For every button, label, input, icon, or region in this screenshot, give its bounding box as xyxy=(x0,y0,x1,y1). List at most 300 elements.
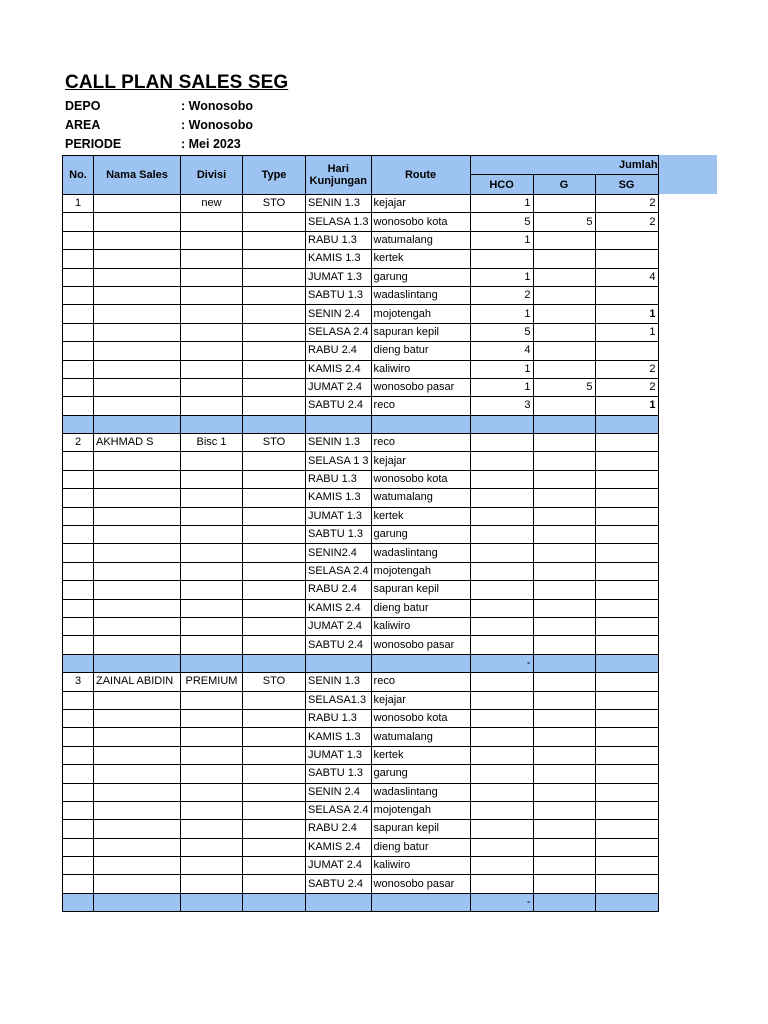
cell-g[interactable] xyxy=(533,562,595,580)
cell-hco[interactable]: 1 xyxy=(470,305,533,323)
cell-no[interactable] xyxy=(63,617,94,635)
cell-subtotal-hco[interactable] xyxy=(470,415,533,433)
cell-divisi[interactable] xyxy=(181,820,243,838)
cell-divisi[interactable] xyxy=(181,801,243,819)
cell-separator[interactable] xyxy=(595,415,658,433)
cell-no[interactable] xyxy=(63,691,94,709)
cell-type[interactable] xyxy=(243,360,306,378)
cell-no[interactable] xyxy=(63,765,94,783)
cell-hco[interactable] xyxy=(470,250,533,268)
cell-g[interactable]: 5 xyxy=(533,378,595,396)
cell-route[interactable]: kejajar xyxy=(371,691,470,709)
cell-nama-sales[interactable] xyxy=(94,213,181,231)
cell-sg[interactable] xyxy=(595,434,658,452)
cell-divisi[interactable] xyxy=(181,397,243,415)
cell-g[interactable] xyxy=(533,765,595,783)
cell-divisi[interactable] xyxy=(181,581,243,599)
cell-route[interactable]: kaliwiro xyxy=(371,857,470,875)
cell-hari-kunjungan[interactable]: RABU 2.4 xyxy=(306,342,372,360)
cell-separator[interactable] xyxy=(533,893,595,911)
cell-hari-kunjungan[interactable]: SENIN2.4 xyxy=(306,544,372,562)
cell-route[interactable]: mojotengah xyxy=(371,305,470,323)
cell-sg[interactable] xyxy=(595,838,658,856)
cell-sg[interactable] xyxy=(595,783,658,801)
cell-type[interactable] xyxy=(243,452,306,470)
cell-separator[interactable] xyxy=(63,654,94,672)
cell-type[interactable]: STO xyxy=(243,673,306,691)
cell-nama-sales[interactable] xyxy=(94,765,181,783)
cell-no[interactable] xyxy=(63,231,94,249)
cell-subtotal-hco[interactable]: - xyxy=(470,654,533,672)
cell-hari-kunjungan[interactable]: RABU 2.4 xyxy=(306,581,372,599)
cell-g[interactable] xyxy=(533,728,595,746)
cell-sg[interactable] xyxy=(595,636,658,654)
cell-sg[interactable]: 2 xyxy=(595,378,658,396)
cell-g[interactable] xyxy=(533,783,595,801)
cell-nama-sales[interactable] xyxy=(94,746,181,764)
cell-route[interactable]: wadaslintang xyxy=(371,286,470,304)
cell-sg[interactable]: 2 xyxy=(595,360,658,378)
cell-g[interactable] xyxy=(533,286,595,304)
cell-g[interactable] xyxy=(533,323,595,341)
cell-separator[interactable] xyxy=(533,415,595,433)
cell-hco[interactable]: 1 xyxy=(470,360,533,378)
cell-hco[interactable]: 3 xyxy=(470,397,533,415)
cell-divisi[interactable] xyxy=(181,231,243,249)
cell-hco[interactable]: 4 xyxy=(470,342,533,360)
cell-nama-sales[interactable] xyxy=(94,636,181,654)
cell-no[interactable] xyxy=(63,489,94,507)
cell-nama-sales[interactable] xyxy=(94,323,181,341)
cell-hari-kunjungan[interactable]: SABTU 1.3 xyxy=(306,765,372,783)
cell-divisi[interactable] xyxy=(181,286,243,304)
cell-sg[interactable] xyxy=(595,875,658,893)
cell-sg[interactable] xyxy=(595,857,658,875)
cell-no[interactable] xyxy=(63,746,94,764)
cell-g[interactable] xyxy=(533,544,595,562)
cell-no[interactable] xyxy=(63,820,94,838)
cell-hari-kunjungan[interactable]: SELASA 2.4 xyxy=(306,562,372,580)
cell-divisi[interactable]: PREMIUM xyxy=(181,673,243,691)
cell-divisi[interactable] xyxy=(181,691,243,709)
cell-no[interactable] xyxy=(63,323,94,341)
cell-hari-kunjungan[interactable]: SABTU 2.4 xyxy=(306,875,372,893)
cell-hco[interactable] xyxy=(470,599,533,617)
cell-no[interactable] xyxy=(63,305,94,323)
cell-hari-kunjungan[interactable]: SELASA 1.3 xyxy=(306,213,372,231)
cell-no[interactable]: 1 xyxy=(63,195,94,213)
cell-route[interactable]: wadaslintang xyxy=(371,544,470,562)
cell-hari-kunjungan[interactable]: SABTU 2.4 xyxy=(306,397,372,415)
cell-g[interactable] xyxy=(533,746,595,764)
cell-hari-kunjungan[interactable]: SABTU 2.4 xyxy=(306,636,372,654)
cell-g[interactable] xyxy=(533,857,595,875)
cell-sg[interactable] xyxy=(595,728,658,746)
cell-hari-kunjungan[interactable]: SELASA 1 3 xyxy=(306,452,372,470)
cell-hari-kunjungan[interactable]: JUMAT 2.4 xyxy=(306,378,372,396)
cell-sg[interactable] xyxy=(595,599,658,617)
cell-type[interactable] xyxy=(243,397,306,415)
cell-hco[interactable] xyxy=(470,636,533,654)
cell-no[interactable] xyxy=(63,250,94,268)
cell-divisi[interactable] xyxy=(181,250,243,268)
cell-sg[interactable]: 1 xyxy=(595,397,658,415)
cell-hco[interactable] xyxy=(470,544,533,562)
cell-g[interactable] xyxy=(533,195,595,213)
cell-route[interactable]: wonosobo kota xyxy=(371,470,470,488)
cell-nama-sales[interactable] xyxy=(94,820,181,838)
cell-type[interactable] xyxy=(243,728,306,746)
cell-route[interactable]: reco xyxy=(371,673,470,691)
cell-hari-kunjungan[interactable]: SENIN 2.4 xyxy=(306,783,372,801)
cell-g[interactable] xyxy=(533,452,595,470)
cell-hco[interactable] xyxy=(470,783,533,801)
cell-type[interactable] xyxy=(243,636,306,654)
cell-hari-kunjungan[interactable]: JUMAT 1.3 xyxy=(306,746,372,764)
cell-hco[interactable]: 5 xyxy=(470,213,533,231)
cell-route[interactable]: kejajar xyxy=(371,452,470,470)
cell-divisi[interactable] xyxy=(181,378,243,396)
cell-hari-kunjungan[interactable]: SENIN 1.3 xyxy=(306,434,372,452)
cell-type[interactable] xyxy=(243,489,306,507)
cell-sg[interactable] xyxy=(595,342,658,360)
cell-route[interactable]: wonosobo kota xyxy=(371,213,470,231)
cell-type[interactable] xyxy=(243,378,306,396)
cell-type[interactable] xyxy=(243,820,306,838)
col-header-route[interactable]: Route xyxy=(371,156,470,195)
cell-no[interactable] xyxy=(63,801,94,819)
cell-g[interactable] xyxy=(533,581,595,599)
cell-hco[interactable]: 1 xyxy=(470,268,533,286)
cell-route[interactable]: dieng batur xyxy=(371,342,470,360)
cell-sg[interactable] xyxy=(595,507,658,525)
cell-hco[interactable] xyxy=(470,691,533,709)
cell-type[interactable] xyxy=(243,857,306,875)
cell-separator[interactable] xyxy=(94,893,181,911)
cell-no[interactable] xyxy=(63,875,94,893)
cell-separator[interactable] xyxy=(94,415,181,433)
cell-divisi[interactable] xyxy=(181,783,243,801)
cell-nama-sales[interactable] xyxy=(94,728,181,746)
cell-type[interactable] xyxy=(243,213,306,231)
cell-route[interactable]: kertek xyxy=(371,250,470,268)
cell-g[interactable] xyxy=(533,360,595,378)
cell-no[interactable] xyxy=(63,636,94,654)
cell-divisi[interactable] xyxy=(181,268,243,286)
cell-hari-kunjungan[interactable]: SENIN 1.3 xyxy=(306,195,372,213)
cell-separator[interactable] xyxy=(306,893,372,911)
cell-separator[interactable] xyxy=(371,654,470,672)
cell-sg[interactable]: 2 xyxy=(595,195,658,213)
cell-route[interactable]: sapuran kepil xyxy=(371,581,470,599)
cell-hari-kunjungan[interactable]: KAMIS 1.3 xyxy=(306,250,372,268)
cell-hco[interactable] xyxy=(470,765,533,783)
cell-type[interactable] xyxy=(243,526,306,544)
cell-type[interactable] xyxy=(243,765,306,783)
cell-route[interactable]: mojotengah xyxy=(371,562,470,580)
cell-divisi[interactable] xyxy=(181,838,243,856)
cell-nama-sales[interactable] xyxy=(94,857,181,875)
cell-no[interactable] xyxy=(63,397,94,415)
cell-separator[interactable] xyxy=(595,893,658,911)
cell-divisi[interactable] xyxy=(181,857,243,875)
cell-divisi[interactable] xyxy=(181,544,243,562)
cell-type[interactable] xyxy=(243,599,306,617)
cell-divisi[interactable] xyxy=(181,636,243,654)
cell-g[interactable] xyxy=(533,250,595,268)
cell-hco[interactable] xyxy=(470,838,533,856)
cell-no[interactable] xyxy=(63,857,94,875)
cell-divisi[interactable] xyxy=(181,765,243,783)
cell-divisi[interactable] xyxy=(181,599,243,617)
cell-nama-sales[interactable] xyxy=(94,286,181,304)
cell-hco[interactable] xyxy=(470,434,533,452)
cell-g[interactable] xyxy=(533,268,595,286)
cell-type[interactable] xyxy=(243,250,306,268)
cell-hco[interactable] xyxy=(470,746,533,764)
cell-g[interactable] xyxy=(533,489,595,507)
cell-hco[interactable] xyxy=(470,452,533,470)
cell-no[interactable] xyxy=(63,268,94,286)
cell-hari-kunjungan[interactable]: SELASA 2.4 xyxy=(306,323,372,341)
cell-sg[interactable] xyxy=(595,820,658,838)
cell-hari-kunjungan[interactable]: KAMIS 2.4 xyxy=(306,360,372,378)
cell-route[interactable]: wonosobo kota xyxy=(371,709,470,727)
col-header-hari-kunjungan[interactable]: Hari Kunjungan xyxy=(306,156,372,195)
cell-route[interactable]: wonosobo pasar xyxy=(371,636,470,654)
cell-no[interactable] xyxy=(63,783,94,801)
cell-nama-sales[interactable] xyxy=(94,452,181,470)
cell-route[interactable]: kejajar xyxy=(371,195,470,213)
cell-g[interactable] xyxy=(533,526,595,544)
cell-g[interactable] xyxy=(533,691,595,709)
cell-hco[interactable]: 1 xyxy=(470,231,533,249)
cell-nama-sales[interactable]: ZAINAL ABIDIN xyxy=(94,673,181,691)
cell-no[interactable] xyxy=(63,342,94,360)
cell-sg[interactable] xyxy=(595,746,658,764)
cell-hco[interactable] xyxy=(470,507,533,525)
cell-separator[interactable] xyxy=(243,415,306,433)
cell-hco[interactable] xyxy=(470,617,533,635)
col-header-hco[interactable]: HCO xyxy=(470,175,533,195)
col-header-g[interactable]: G xyxy=(533,175,595,195)
cell-type[interactable] xyxy=(243,691,306,709)
cell-route[interactable]: reco xyxy=(371,397,470,415)
cell-hari-kunjungan[interactable]: KAMIS 1.3 xyxy=(306,728,372,746)
cell-nama-sales[interactable] xyxy=(94,801,181,819)
cell-route[interactable]: sapuran kepil xyxy=(371,323,470,341)
col-header-no[interactable]: No. xyxy=(63,156,94,195)
cell-hco[interactable] xyxy=(470,709,533,727)
cell-route[interactable]: kertek xyxy=(371,746,470,764)
cell-separator[interactable] xyxy=(243,893,306,911)
cell-type[interactable]: STO xyxy=(243,434,306,452)
cell-separator[interactable] xyxy=(595,654,658,672)
cell-type[interactable] xyxy=(243,562,306,580)
cell-route[interactable]: watumalang xyxy=(371,728,470,746)
cell-no[interactable] xyxy=(63,378,94,396)
cell-separator[interactable] xyxy=(63,893,94,911)
cell-nama-sales[interactable] xyxy=(94,360,181,378)
cell-route[interactable]: garung xyxy=(371,526,470,544)
cell-hco[interactable] xyxy=(470,581,533,599)
cell-type[interactable] xyxy=(243,342,306,360)
cell-type[interactable] xyxy=(243,507,306,525)
cell-sg[interactable] xyxy=(595,231,658,249)
cell-nama-sales[interactable] xyxy=(94,581,181,599)
cell-separator[interactable] xyxy=(533,654,595,672)
cell-type[interactable] xyxy=(243,305,306,323)
cell-no[interactable] xyxy=(63,581,94,599)
cell-hari-kunjungan[interactable]: JUMAT 1.3 xyxy=(306,507,372,525)
cell-sg[interactable] xyxy=(595,801,658,819)
cell-sg[interactable]: 1 xyxy=(595,323,658,341)
cell-route[interactable]: reco xyxy=(371,434,470,452)
cell-nama-sales[interactable] xyxy=(94,562,181,580)
cell-hco[interactable] xyxy=(470,801,533,819)
cell-hco[interactable] xyxy=(470,857,533,875)
cell-g[interactable] xyxy=(533,801,595,819)
cell-divisi[interactable] xyxy=(181,875,243,893)
cell-sg[interactable] xyxy=(595,765,658,783)
cell-nama-sales[interactable] xyxy=(94,268,181,286)
cell-g[interactable]: 5 xyxy=(533,213,595,231)
cell-hari-kunjungan[interactable]: RABU 1.3 xyxy=(306,470,372,488)
cell-sg[interactable]: 4 xyxy=(595,268,658,286)
cell-hari-kunjungan[interactable]: KAMIS 2.4 xyxy=(306,838,372,856)
cell-hco[interactable]: 1 xyxy=(470,378,533,396)
cell-g[interactable] xyxy=(533,305,595,323)
cell-sg[interactable] xyxy=(595,452,658,470)
cell-separator[interactable] xyxy=(181,415,243,433)
cell-hari-kunjungan[interactable]: JUMAT 2.4 xyxy=(306,617,372,635)
cell-g[interactable] xyxy=(533,673,595,691)
col-header-jumlah[interactable]: Jumlah xyxy=(470,156,658,175)
cell-no[interactable] xyxy=(63,213,94,231)
cell-divisi[interactable] xyxy=(181,452,243,470)
cell-nama-sales[interactable] xyxy=(94,875,181,893)
cell-divisi[interactable] xyxy=(181,489,243,507)
cell-no[interactable] xyxy=(63,452,94,470)
cell-hco[interactable] xyxy=(470,673,533,691)
cell-hari-kunjungan[interactable]: KAMIS 2.4 xyxy=(306,599,372,617)
cell-nama-sales[interactable] xyxy=(94,507,181,525)
cell-nama-sales[interactable] xyxy=(94,397,181,415)
cell-route[interactable]: sapuran kepil xyxy=(371,820,470,838)
cell-nama-sales[interactable] xyxy=(94,342,181,360)
cell-nama-sales[interactable] xyxy=(94,526,181,544)
cell-divisi[interactable] xyxy=(181,728,243,746)
cell-hco[interactable] xyxy=(470,728,533,746)
col-header-sg[interactable]: SG xyxy=(595,175,658,195)
cell-sg[interactable] xyxy=(595,489,658,507)
cell-divisi[interactable]: Bisc 1 xyxy=(181,434,243,452)
cell-hari-kunjungan[interactable]: SENIN 2.4 xyxy=(306,305,372,323)
cell-type[interactable] xyxy=(243,231,306,249)
cell-separator[interactable] xyxy=(306,415,372,433)
cell-g[interactable] xyxy=(533,709,595,727)
cell-route[interactable]: garung xyxy=(371,268,470,286)
cell-hco[interactable] xyxy=(470,562,533,580)
cell-sg[interactable]: 1 xyxy=(595,305,658,323)
cell-divisi[interactable] xyxy=(181,342,243,360)
cell-hari-kunjungan[interactable]: RABU 2.4 xyxy=(306,820,372,838)
cell-nama-sales[interactable] xyxy=(94,709,181,727)
cell-no[interactable]: 3 xyxy=(63,673,94,691)
cell-sg[interactable] xyxy=(595,470,658,488)
cell-no[interactable] xyxy=(63,599,94,617)
cell-nama-sales[interactable] xyxy=(94,470,181,488)
cell-no[interactable] xyxy=(63,728,94,746)
cell-sg[interactable] xyxy=(595,691,658,709)
cell-g[interactable] xyxy=(533,507,595,525)
cell-type[interactable] xyxy=(243,323,306,341)
cell-divisi[interactable] xyxy=(181,213,243,231)
cell-type[interactable] xyxy=(243,617,306,635)
cell-sg[interactable] xyxy=(595,544,658,562)
cell-route[interactable]: dieng batur xyxy=(371,599,470,617)
cell-separator[interactable] xyxy=(63,415,94,433)
cell-no[interactable] xyxy=(63,709,94,727)
cell-divisi[interactable] xyxy=(181,617,243,635)
cell-g[interactable] xyxy=(533,820,595,838)
cell-route[interactable]: kaliwiro xyxy=(371,360,470,378)
cell-nama-sales[interactable]: AKHMAD S xyxy=(94,434,181,452)
cell-hco[interactable] xyxy=(470,526,533,544)
cell-no[interactable] xyxy=(63,838,94,856)
cell-divisi[interactable] xyxy=(181,562,243,580)
cell-separator[interactable] xyxy=(181,893,243,911)
cell-sg[interactable] xyxy=(595,526,658,544)
cell-nama-sales[interactable] xyxy=(94,250,181,268)
cell-nama-sales[interactable] xyxy=(94,231,181,249)
cell-type[interactable] xyxy=(243,286,306,304)
cell-type[interactable] xyxy=(243,581,306,599)
cell-sg[interactable] xyxy=(595,617,658,635)
cell-route[interactable]: mojotengah xyxy=(371,801,470,819)
cell-route[interactable]: watumalang xyxy=(371,489,470,507)
cell-sg[interactable] xyxy=(595,286,658,304)
cell-hari-kunjungan[interactable]: KAMIS 1.3 xyxy=(306,489,372,507)
cell-nama-sales[interactable] xyxy=(94,783,181,801)
cell-hari-kunjungan[interactable]: JUMAT 1.3 xyxy=(306,268,372,286)
cell-no[interactable] xyxy=(63,507,94,525)
cell-no[interactable] xyxy=(63,562,94,580)
cell-route[interactable]: wonosobo pasar xyxy=(371,875,470,893)
cell-divisi[interactable] xyxy=(181,305,243,323)
cell-type[interactable] xyxy=(243,709,306,727)
cell-divisi[interactable] xyxy=(181,360,243,378)
cell-route[interactable]: dieng batur xyxy=(371,838,470,856)
cell-hari-kunjungan[interactable]: SABTU 1.3 xyxy=(306,286,372,304)
cell-hco[interactable] xyxy=(470,470,533,488)
cell-g[interactable] xyxy=(533,838,595,856)
cell-no[interactable] xyxy=(63,544,94,562)
cell-nama-sales[interactable] xyxy=(94,544,181,562)
cell-no[interactable] xyxy=(63,360,94,378)
cell-g[interactable] xyxy=(533,434,595,452)
cell-nama-sales[interactable] xyxy=(94,838,181,856)
cell-divisi[interactable] xyxy=(181,709,243,727)
cell-separator[interactable] xyxy=(181,654,243,672)
cell-divisi[interactable] xyxy=(181,323,243,341)
cell-hco[interactable] xyxy=(470,820,533,838)
cell-type[interactable] xyxy=(243,746,306,764)
cell-sg[interactable] xyxy=(595,673,658,691)
cell-subtotal-hco[interactable]: - xyxy=(470,893,533,911)
cell-route[interactable]: garung xyxy=(371,765,470,783)
cell-type[interactable] xyxy=(243,544,306,562)
